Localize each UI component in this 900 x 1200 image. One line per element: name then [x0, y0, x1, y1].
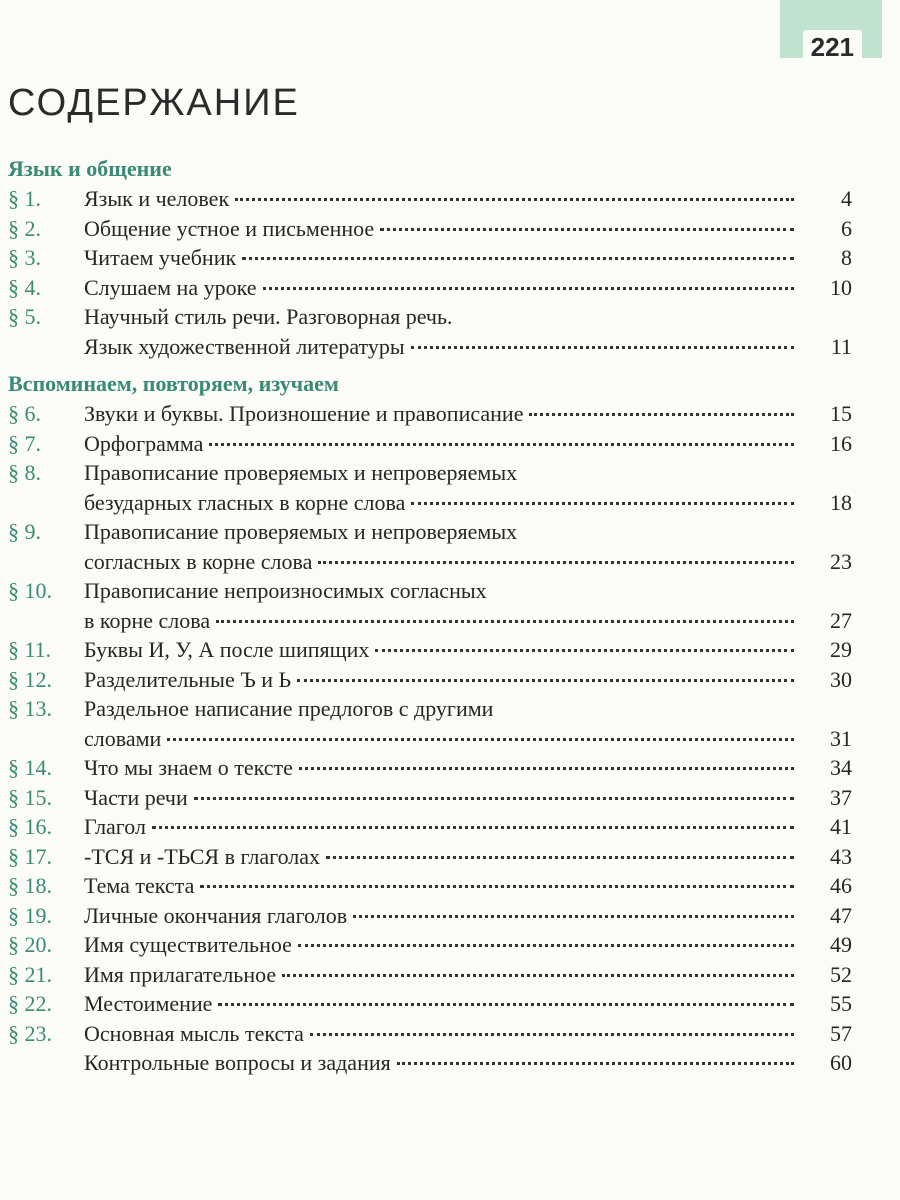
entry-line [84, 812, 802, 842]
entry-title: Разделительные Ъ и Ь [84, 666, 292, 692]
paragraph-number: § 10. [8, 578, 52, 603]
page-ref: 18 [830, 489, 852, 515]
entry-line [84, 184, 802, 214]
entry-body [84, 842, 802, 872]
entry-line [84, 842, 802, 872]
paragraph-number: § 7. [8, 430, 41, 456]
page-ref: 57 [830, 1020, 852, 1046]
entry-title: Орфограмма [84, 430, 204, 456]
page-ref: 8 [841, 245, 852, 270]
section-gap [0, 361, 900, 369]
entry-title: Части речи [84, 784, 188, 810]
dot-leader [216, 620, 794, 623]
entry-line [84, 429, 802, 459]
dot-leader [318, 561, 794, 564]
page-ref: 43 [830, 843, 852, 869]
section-heading: Вспоминаем, повторяем, изучаем [8, 371, 339, 396]
dot-leader [353, 915, 794, 918]
page-ref: 31 [830, 725, 852, 751]
page-ref-wrap [802, 812, 852, 842]
entry-line [84, 1019, 802, 1049]
entry-line [84, 783, 802, 813]
entry-title: словами [84, 725, 162, 751]
dot-leader [152, 826, 794, 829]
entry-body [84, 399, 802, 429]
page-ref: 27 [830, 607, 852, 633]
dot-leader [209, 443, 794, 446]
dot-leader [298, 944, 794, 947]
entry-title: Язык и человек [84, 186, 230, 211]
toc-entry[interactable] [0, 753, 900, 783]
toc-entry[interactable] [0, 901, 900, 931]
paragraph-number: § 16. [8, 814, 52, 839]
toc-entry[interactable] [0, 399, 900, 429]
entry-body [84, 989, 802, 1019]
page-ref-wrap [802, 1019, 852, 1049]
dot-leader [235, 198, 794, 201]
page-title: СОДЕРЖАНИЕ [8, 82, 300, 124]
entry-title: Язык художественной литературы [84, 333, 405, 359]
toc-entry[interactable] [0, 635, 900, 665]
page-ref: 46 [830, 873, 852, 898]
entry-body [84, 214, 802, 244]
table-of-contents [0, 154, 900, 1078]
toc-entry[interactable] [0, 184, 900, 214]
page-ref: 11 [830, 333, 852, 359]
entry-title: Правописание проверяемых и непроверяемых [84, 460, 518, 485]
entry-body [84, 517, 802, 576]
entry-title: Раздельное написание предлогов с другими [84, 696, 494, 721]
entry-line [84, 694, 802, 724]
page-ref-wrap [802, 753, 852, 783]
entry-title: Звуки и буквы. Произношение и правописание [84, 401, 524, 426]
page-ref: 4 [841, 186, 852, 211]
entry-body [84, 901, 802, 931]
entry-line [84, 1048, 802, 1078]
toc-entry[interactable] [0, 302, 900, 361]
page-ref-wrap [802, 901, 852, 931]
toc-entry[interactable] [0, 960, 900, 990]
page-ref: 29 [830, 637, 852, 662]
page-ref-wrap [802, 635, 852, 665]
entry-title: -ТСЯ и -ТЬСЯ в глаголах [84, 843, 321, 869]
page-ref: 41 [830, 814, 852, 839]
dot-leader [380, 228, 794, 231]
dot-leader [375, 649, 794, 652]
entry-line [84, 989, 802, 1019]
paragraph-number: § 12. [8, 666, 52, 692]
paragraph-number: § 21. [8, 961, 52, 987]
toc-entry[interactable] [0, 930, 900, 960]
paragraph-number: § 5. [8, 304, 41, 329]
entry-title: Местоимение [84, 991, 213, 1016]
entry-title: Правописание непроизносимых согласных [84, 578, 487, 603]
entry-body [84, 812, 802, 842]
entry-line [84, 960, 802, 990]
entry-title: Глагол [84, 814, 146, 839]
entry-title: Слушаем на уроке [84, 274, 257, 300]
entry-body [84, 871, 802, 901]
toc-entry[interactable] [0, 871, 900, 901]
entry-body [84, 665, 802, 695]
page-ref: 6 [841, 215, 852, 241]
paragraph-number: § 18. [8, 873, 52, 898]
entry-line [84, 901, 802, 931]
toc-entry[interactable] [0, 812, 900, 842]
dot-leader [310, 1033, 794, 1036]
entry-line [84, 517, 802, 547]
entry-title: Читаем учебник [84, 245, 237, 270]
dot-leader [411, 502, 794, 505]
entry-title: в корне слова [84, 607, 211, 633]
toc-entry[interactable] [0, 1048, 900, 1078]
entry-body [84, 1048, 802, 1078]
entry-title: Контрольные вопросы и задания [84, 1050, 391, 1075]
page-ref-wrap [802, 302, 852, 361]
paragraph-number: § 4. [8, 274, 41, 300]
paragraph-number: § 11. [8, 637, 52, 662]
dot-leader [397, 1062, 794, 1065]
page-ref-wrap [802, 273, 852, 303]
entry-line [84, 871, 802, 901]
page-ref: 34 [830, 755, 852, 780]
entry-body [84, 694, 802, 753]
page-ref: 37 [830, 784, 852, 810]
page-ref: 23 [830, 548, 852, 574]
dot-leader [167, 738, 794, 741]
entry-line [84, 273, 802, 303]
entry-body [84, 930, 802, 960]
page-ref: 47 [830, 902, 852, 928]
page-ref-wrap [802, 694, 852, 753]
entry-body [84, 429, 802, 459]
paragraph-number: § 3. [8, 245, 41, 270]
entry-body [84, 243, 802, 273]
toc-entry[interactable] [0, 989, 900, 1019]
page-ref-wrap [802, 871, 852, 901]
entry-line [84, 332, 802, 362]
toc-entry[interactable] [0, 694, 900, 753]
entry-title: Что мы знаем о тексте [84, 755, 293, 780]
dot-leader [297, 679, 794, 682]
page-ref: 10 [830, 274, 852, 300]
paragraph-number: § 9. [8, 519, 41, 544]
page-ref-wrap [802, 517, 852, 576]
page-ref-wrap [802, 429, 852, 459]
page-ref-wrap [802, 1048, 852, 1078]
entry-body [84, 576, 802, 635]
paragraph-number: § 13. [8, 696, 52, 721]
paragraph-number: § 2. [8, 215, 41, 241]
entry-title: Имя прилагательное [84, 961, 277, 987]
entry-title: безударных гласных в корне слова [84, 489, 406, 515]
entry-line [84, 606, 802, 636]
dot-leader [242, 257, 794, 260]
paragraph-number: § 23. [8, 1020, 52, 1046]
page-ref: 30 [830, 666, 852, 692]
paragraph-number: § 22. [8, 991, 52, 1016]
dot-leader [218, 1003, 794, 1006]
paragraph-number: § 17. [8, 843, 52, 869]
entry-title: Общение устное и письменное [84, 215, 375, 241]
entry-title: Буквы И, У, А после шипящих [84, 637, 370, 662]
page-ref-wrap [802, 665, 852, 695]
entry-line [84, 665, 802, 695]
toc-entry[interactable] [0, 783, 900, 813]
entry-line [84, 399, 802, 429]
dot-leader [194, 797, 794, 800]
page-number: 221 [803, 30, 862, 67]
page-ref-wrap [802, 243, 852, 273]
toc-entry[interactable] [0, 665, 900, 695]
page-ref-wrap [802, 960, 852, 990]
entry-title: Личные окончания глаголов [84, 902, 348, 928]
dot-leader [263, 287, 795, 290]
toc-entry[interactable] [0, 576, 900, 635]
entry-line [84, 458, 802, 488]
toc-entry[interactable] [0, 429, 900, 459]
paragraph-number: § 20. [8, 932, 52, 957]
toc-entry[interactable] [0, 1019, 900, 1049]
entry-body [84, 753, 802, 783]
page-ref-wrap [802, 214, 852, 244]
page-ref-wrap [802, 783, 852, 813]
toc-entry[interactable] [0, 243, 900, 273]
paragraph-number: § 19. [8, 902, 52, 928]
page-ref: 52 [830, 961, 852, 987]
page-ref-wrap [802, 989, 852, 1019]
entry-body [84, 960, 802, 990]
toc-entry[interactable] [0, 842, 900, 872]
paragraph-number: § 6. [8, 401, 41, 426]
entry-line [84, 214, 802, 244]
page-ref-wrap [802, 576, 852, 635]
entry-line [84, 930, 802, 960]
entry-title: Научный стиль речи. Разговорная речь. [84, 304, 453, 329]
page-ref-wrap [802, 184, 852, 214]
page-ref: 49 [830, 932, 852, 957]
dot-leader [529, 413, 794, 416]
toc-entry[interactable] [0, 517, 900, 576]
entry-body [84, 184, 802, 214]
dot-leader [299, 767, 794, 770]
paragraph-number: § 15. [8, 784, 52, 810]
entry-body [84, 635, 802, 665]
paragraph-number: § 1. [8, 186, 41, 211]
entry-line [84, 724, 802, 754]
entry-line [84, 576, 802, 606]
dot-leader [200, 885, 794, 888]
entry-title: Основная мысль текста [84, 1020, 304, 1046]
entry-line [84, 547, 802, 577]
page-ref: 60 [830, 1050, 852, 1075]
dot-leader [411, 346, 794, 349]
toc-entry[interactable] [0, 214, 900, 244]
entry-body [84, 302, 802, 361]
entry-title: Имя существительное [84, 932, 292, 957]
page-ref-wrap [802, 399, 852, 429]
page-ref: 15 [830, 401, 852, 426]
entry-line [84, 243, 802, 273]
entry-body [84, 273, 802, 303]
entry-body [84, 458, 802, 517]
paragraph-number: § 8. [8, 460, 41, 485]
entry-body [84, 1019, 802, 1049]
dot-leader [282, 974, 794, 977]
entry-line [84, 753, 802, 783]
page-ref-wrap [802, 458, 852, 517]
toc-entry[interactable] [0, 458, 900, 517]
page-ref-wrap [802, 842, 852, 872]
entry-line [84, 635, 802, 665]
entry-title: Правописание проверяемых и непроверяемых [84, 519, 518, 544]
paragraph-number: § 14. [8, 755, 52, 780]
entry-title: согласных в корне слова [84, 548, 313, 574]
toc-entry[interactable] [0, 273, 900, 303]
page-ref-wrap [802, 930, 852, 960]
entry-line [84, 302, 802, 332]
page-ref: 55 [830, 991, 852, 1016]
page-ref: 16 [830, 430, 852, 456]
section-heading: Язык и общение [8, 156, 172, 181]
entry-body [84, 783, 802, 813]
entry-title: Тема текста [84, 873, 195, 898]
entry-line [84, 488, 802, 518]
dot-leader [326, 856, 794, 859]
